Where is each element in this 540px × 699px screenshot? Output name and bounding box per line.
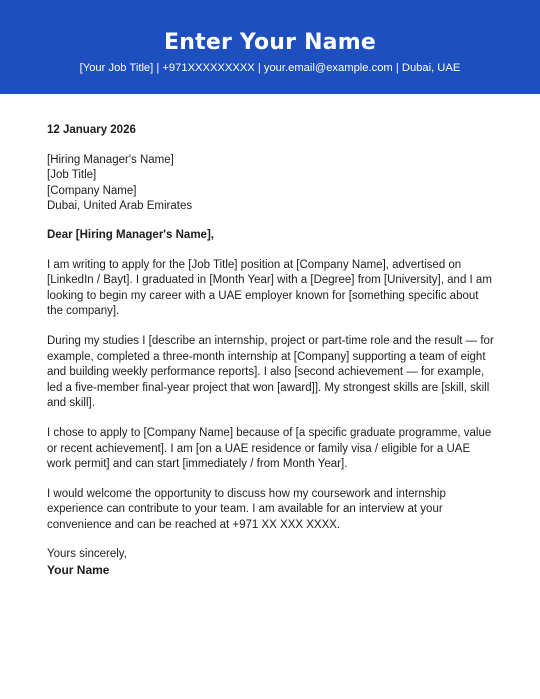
paragraph-intro: I am writing to apply for the [Job Title] position at [Company Name], advertised on [LinkedIn / Bayt]. I graduated in [Month Year] with a [Degree] from [University], and I am looking to begin my career with a UAE employer known for [something specific about the company]. bbox=[47, 258, 492, 318]
paragraph-motivation: I chose to apply to [Company Name] because of [a specific graduate programme, value or recent achievement]. I am [on a UAE residence or family visa / eligible for a UAE work permit] and can start [immediately / from Month Year]. bbox=[47, 426, 492, 471]
letter-body bbox=[0, 123, 540, 579]
signature-name: Your Name bbox=[47, 563, 110, 578]
paragraph-closing: I would welcome the opportunity to discuss how my coursework and internship experience can contribute to your team. I am available for an interview at your convenience and can be reached at +971 XX XXX XXXX. bbox=[47, 487, 446, 531]
closing-block bbox=[47, 547, 496, 578]
contact-line: [Your Job Title] | +971XXXXXXXXX | your.email@example.com | Dubai, UAE bbox=[79, 62, 461, 74]
letter-date: 12 January 2026 bbox=[47, 124, 136, 136]
recipient-title: [Job Title] bbox=[47, 169, 97, 182]
salutation: Dear [Hiring Manager's Name], bbox=[47, 228, 214, 241]
closing-phrase: Yours sincerely, bbox=[47, 548, 127, 561]
recipient-company: [Company Name] bbox=[47, 184, 137, 197]
recipient-location: Dubai, United Arab Emirates bbox=[47, 200, 193, 213]
paragraph-experience: During my studies I [describe an internship, project or part-time role and the result — for example, completed a three-month internship at [Company] supporting a team of eight and building weekly performance reports]. I also [second achievement — for example, led a five-member final-year project that won [award]]. My strongest skills are [skill, skill and skill]. bbox=[47, 334, 494, 410]
applicant-name: Enter Your Name bbox=[164, 30, 376, 55]
recipient-block bbox=[47, 153, 496, 215]
recipient-name: [Hiring Manager's Name] bbox=[47, 153, 174, 166]
letter-header bbox=[0, 0, 540, 94]
